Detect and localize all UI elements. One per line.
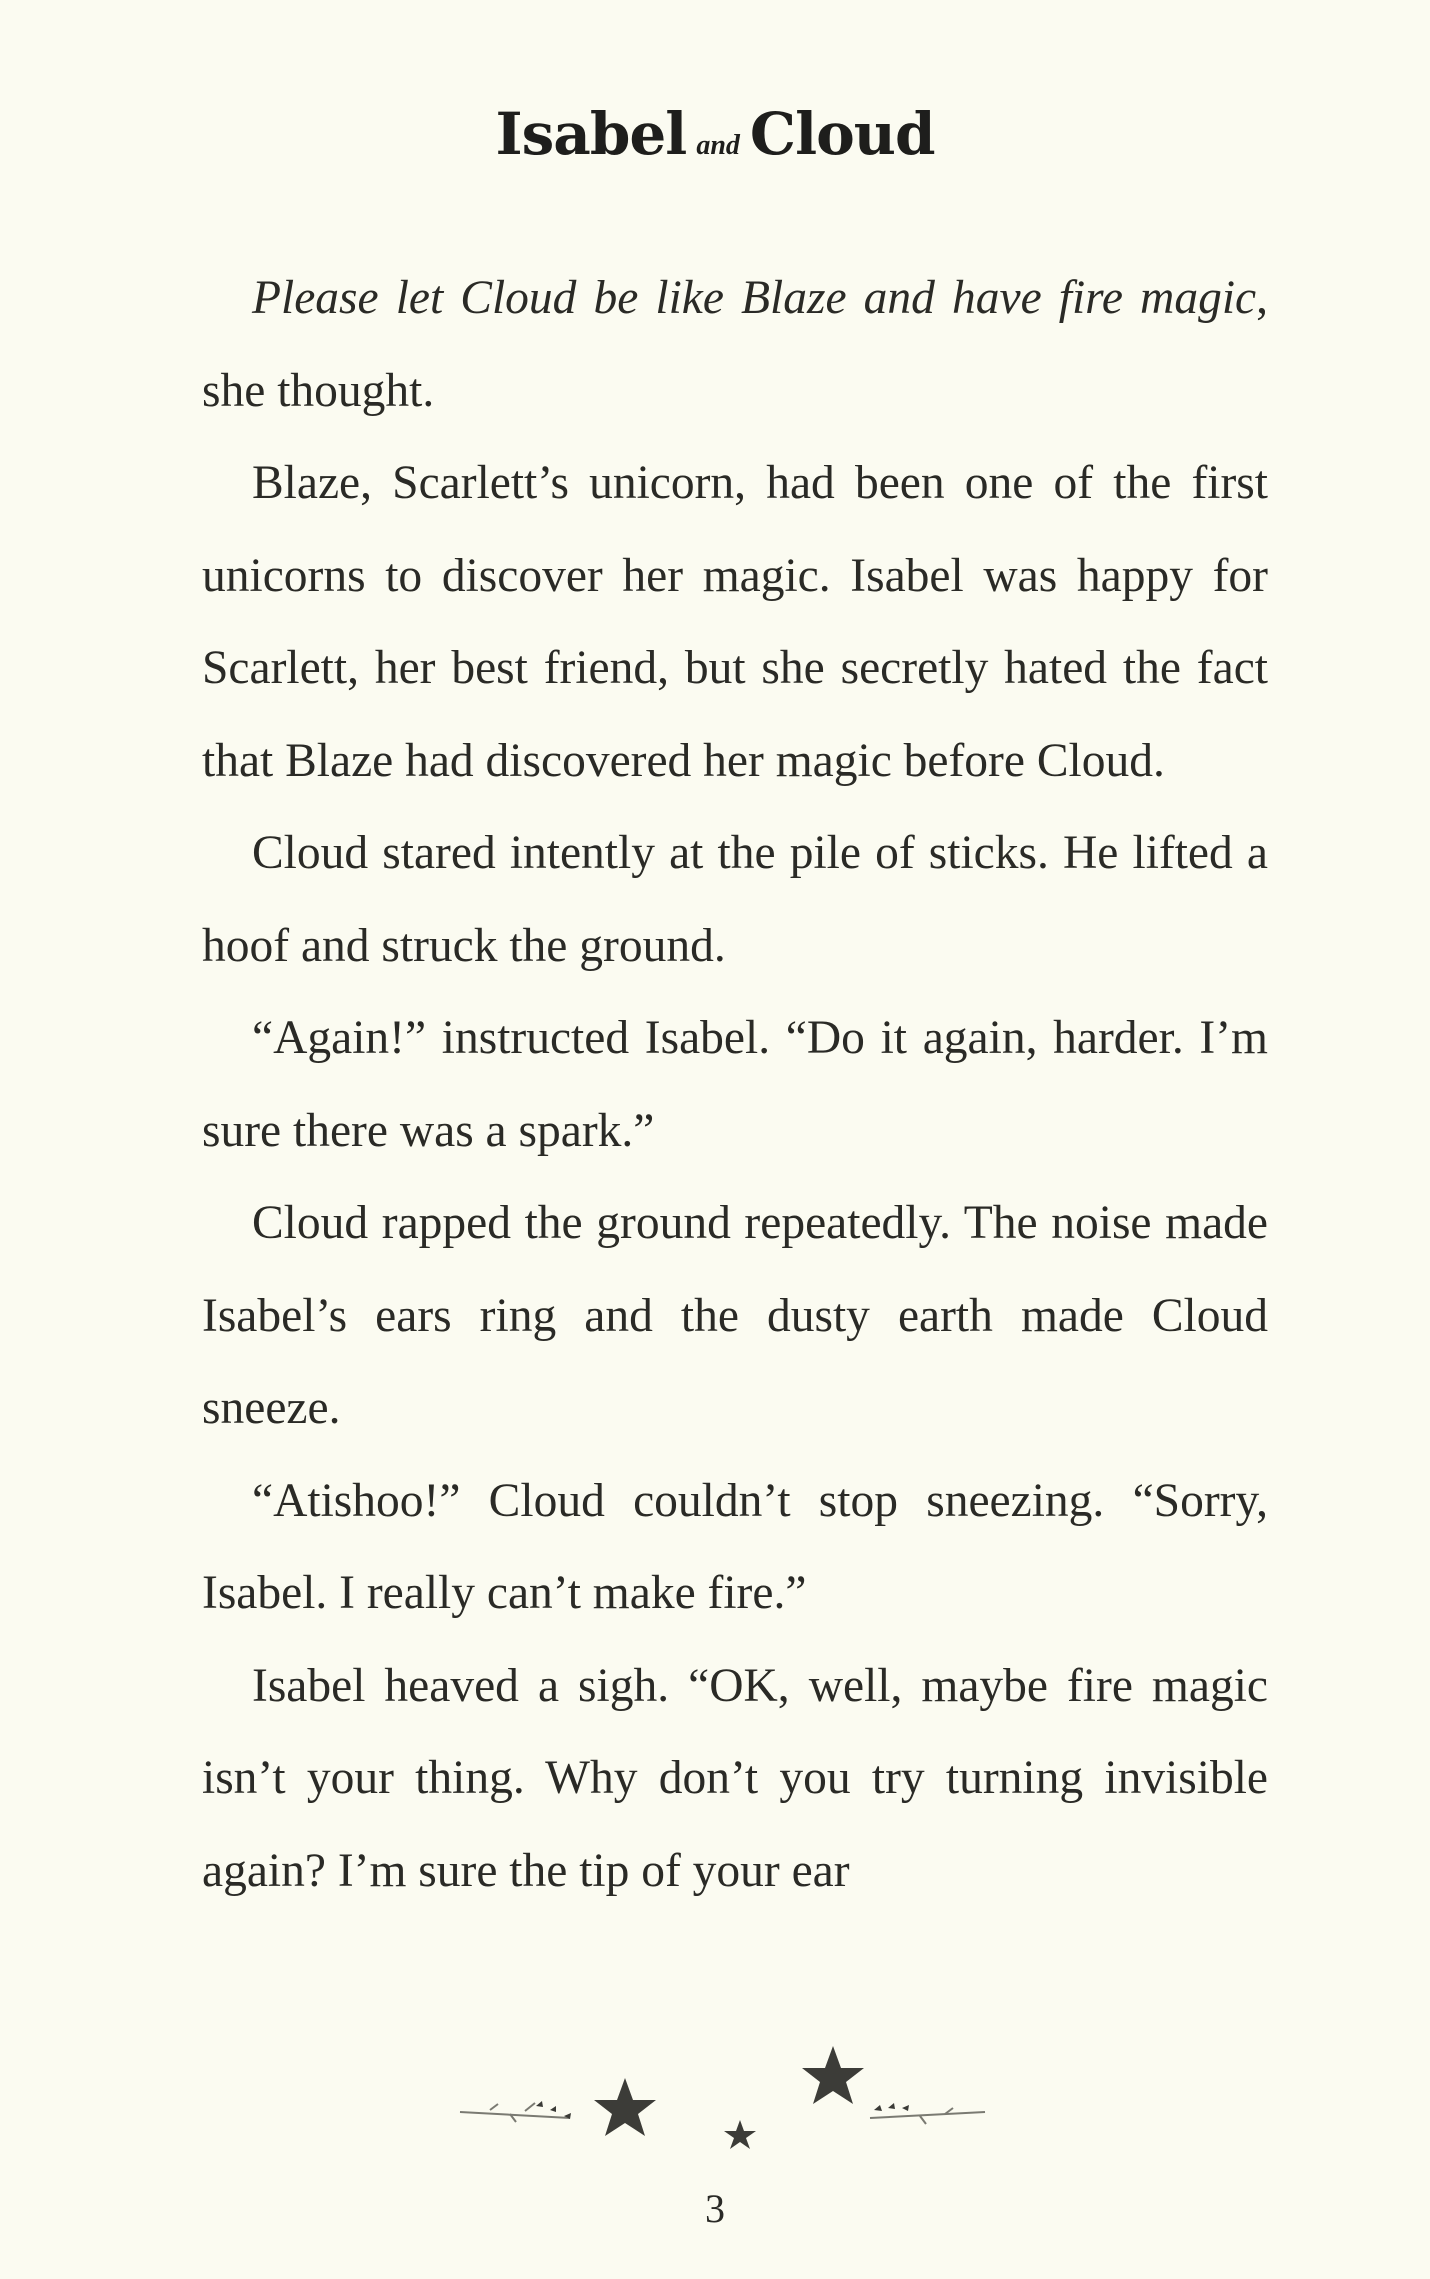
- paragraph-4: “Again!” instructed Isabel. “Do it again, harder. I’m sure there was a spark.”: [202, 1012, 1268, 1157]
- body-text: [202, 252, 1268, 1917]
- header-title-cloud: Cloud: [749, 100, 935, 168]
- header-title-and: and: [696, 130, 740, 161]
- running-header: [0, 100, 1430, 190]
- stars-icon: [594, 2046, 864, 2149]
- right-twig-leaves-icon: [874, 2103, 909, 2111]
- paragraph-1: [202, 252, 1268, 437]
- paragraph-7: Isabel heaved a sigh. “OK, well, maybe fire magic isn’t your thing. Why don’t you try turning invisible again? I’m sure the tip of your ear: [202, 1659, 1268, 1897]
- paragraph-1-italic: Please let Cloud be like Blaze and have fire magic: [252, 272, 1257, 324]
- paragraph-5: Cloud rapped the ground repeatedly. The noise made Isabel’s ears ring and the dusty earth made Cloud sneeze.: [202, 1197, 1268, 1434]
- page-number: 3: [705, 2186, 725, 2231]
- left-twig-icon: [460, 2103, 570, 2122]
- paragraph-3: Cloud stared intently at the pile of sticks. He lifted a hoof and struck the ground.: [202, 827, 1268, 972]
- stars-and-twigs-ornament-icon: [440, 2040, 1000, 2150]
- right-twig-icon: [870, 2108, 985, 2124]
- paragraph-1-rest: , she thought.: [202, 272, 1268, 417]
- header-title-isabel: Isabel: [495, 100, 687, 168]
- paragraph-6: “Atishoo!” Cloud couldn’t stop sneezing. “Sorry, Isabel. I really can’t make fire.”: [202, 1474, 1268, 1619]
- paragraph-2: Blaze, Scarlett’s unicorn, had been one of the first unicorns to discover her magic. Isabel was happy for Scarlett, her best friend, but she secretly hated the fact that Blaze had discovered her magic before Cloud.: [202, 457, 1268, 787]
